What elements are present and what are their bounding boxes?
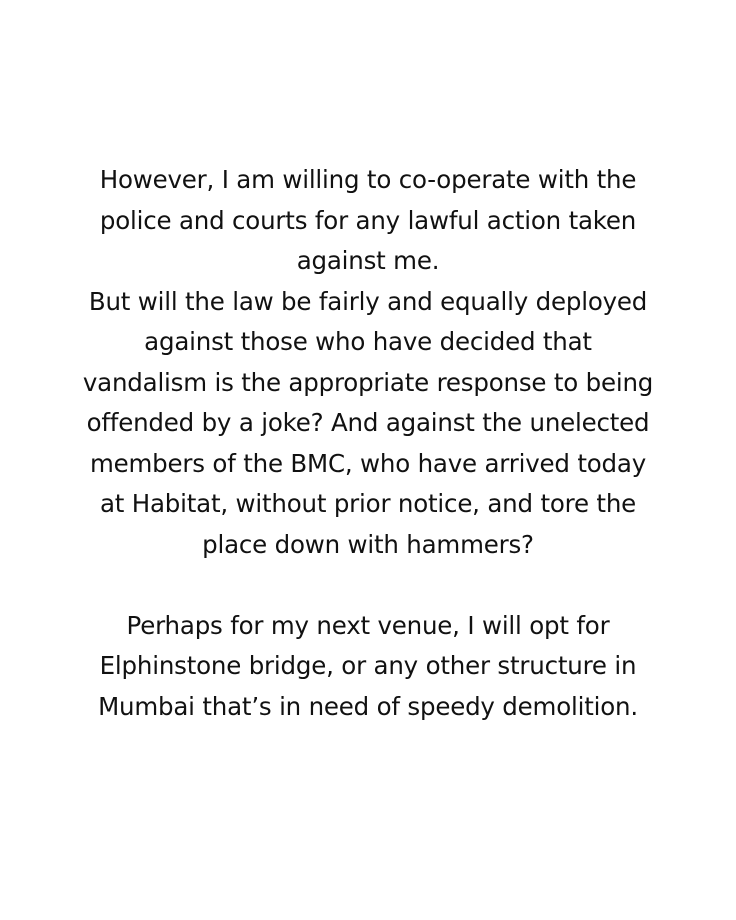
text-line: against me. <box>296 246 440 275</box>
text-line: But will the law be fairly and equally deployed <box>88 286 648 316</box>
statement-text <box>40 160 696 727</box>
text-line: vandalism is the appropriate response to being <box>82 367 654 397</box>
text-line: Perhaps for my next venue, I will opt for <box>126 610 610 640</box>
text-line: Elphinstone bridge, or any other structure in <box>99 651 637 680</box>
text-line: members of the BMC, who have arrived today <box>89 448 647 478</box>
paragraph-gap <box>40 565 696 606</box>
text-line: However, I am willing to co-operate with the <box>99 165 637 194</box>
text-line: police and courts for any lawful action taken <box>99 205 637 235</box>
text-line: offended by a joke? And against the unelected <box>86 408 650 437</box>
text-line: at Habitat, without prior notice, and tore the <box>99 489 637 518</box>
text-line: against those who have decided that <box>144 327 592 356</box>
paragraph-2 <box>40 282 696 566</box>
text-line: place down with hammers? <box>202 529 534 559</box>
paragraph-3 <box>40 606 696 728</box>
paragraph-1 <box>40 160 696 282</box>
text-line: Mumbai that’s in need of speedy demolition. <box>98 691 638 721</box>
